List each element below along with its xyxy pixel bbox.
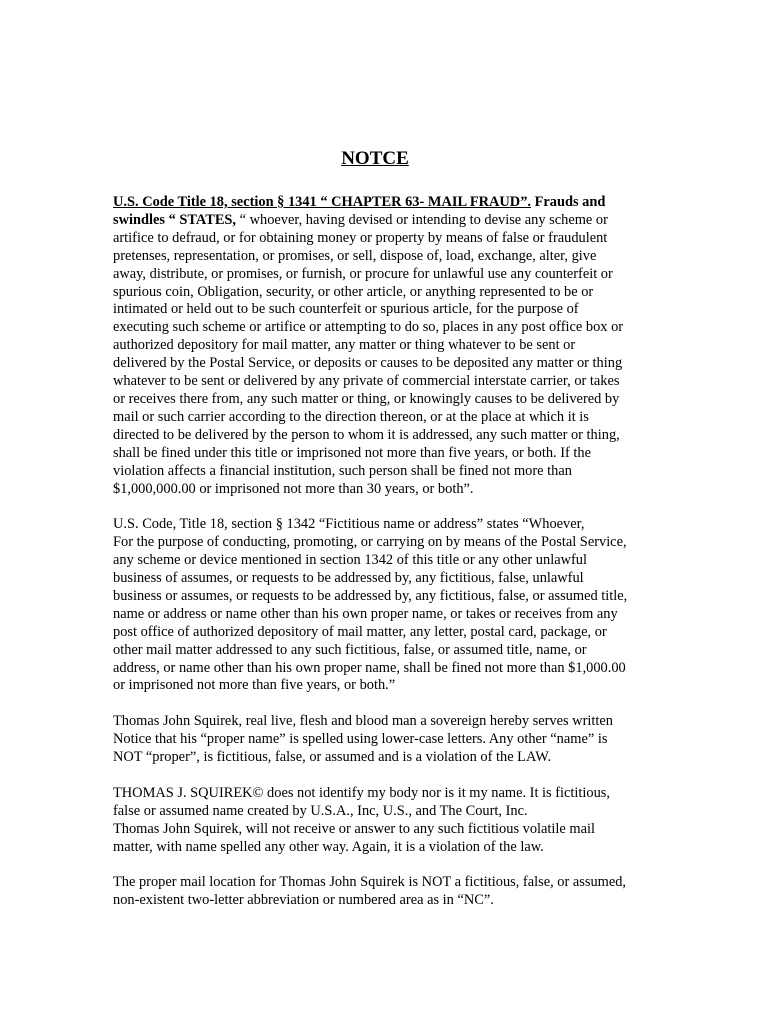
- paragraph-line: intimated or held out to be such counterfeit or spurious article, for the purpose of: [113, 301, 579, 318]
- paragraph-proper-name-notice: [113, 713, 661, 767]
- document-title: NOTCE: [341, 148, 409, 169]
- paragraph-line: business of assumes, or requests to be addressed by, any fictitious, false, unlawful: [113, 570, 584, 587]
- paragraph-line: [113, 194, 661, 212]
- paragraph-line: or receives there from, any such matter or thing, or knowingly causes to be delivered by: [113, 390, 620, 407]
- paragraph-line: non-existent two-letter abbreviation or numbered area as in “NC”.: [113, 892, 494, 909]
- paragraph-line: spurious coin, Obligation, security, or other article, or anything represented to be or: [113, 283, 594, 300]
- paragraph-line: THOMAS J. SQUIREK© does not identify my body nor is it my name. It is fictitious,: [113, 784, 610, 801]
- paragraph-line: Notice that his “proper name” is spelled using lower-case letters. Any other “name” is: [113, 731, 608, 748]
- document-body: [113, 194, 661, 928]
- paragraph-line: false or assumed name created by U.S.A., Inc, U.S., and The Court, Inc.: [113, 802, 528, 819]
- paragraph-line: whatever to be sent or delivered by any private of commercial interstate carrier, or takes: [113, 373, 620, 390]
- paragraph-line: artifice to defraud, or for obtaining money or property by means of false or fraudulent: [113, 229, 608, 246]
- paragraph-line: delivered by the Postal Service, or deposits or causes to be deposited any matter or thing: [113, 355, 623, 372]
- paragraph-line: authorized depository for mail matter, any matter or thing whatever to be sent or: [113, 337, 576, 354]
- paragraph-line: $1,000,000.00 or imprisoned not more than 30 years, or both”.: [113, 480, 474, 497]
- paragraph-line: pretenses, representation, or promises, or sell, dispose of, load, exchange, alter, give: [113, 247, 597, 264]
- line-text: “ whoever, having devised or intending to devise any scheme or: [236, 211, 608, 228]
- paragraph-line: other mail matter addressed to any such fictitious, false, or assumed title, name, or: [113, 641, 587, 658]
- paragraph-line: Thomas John Squirek, will not receive or answer to any such fictitious volatile mail: [113, 820, 595, 837]
- heading-continuation: Frauds and: [531, 194, 606, 210]
- paragraph-fictitious-name: [113, 516, 661, 695]
- paragraph-mail-location: [113, 874, 661, 910]
- paragraph-line: address, or name other than his own proper name, shall be fined not more than $1,000.00: [113, 659, 626, 676]
- paragraph-line: The proper mail location for Thomas John Squirek is NOT a fictitious, false, or assumed,: [113, 874, 627, 891]
- paragraph-mail-fraud: [113, 194, 661, 498]
- paragraph-line: post office of authorized depository of mail matter, any letter, postal card, package, or: [113, 623, 607, 640]
- paragraph-line: NOT “proper”, is fictitious, false, or assumed and is a violation of the LAW.: [113, 749, 552, 766]
- paragraph-line: directed to be delivered by the person to whom it is addressed, any such matter or thing,: [113, 426, 620, 443]
- paragraph-line: any scheme or device mentioned in section 1342 of this title or any other unlawful: [113, 552, 587, 569]
- paragraph-line: violation affects a financial institution, such person shall be fined not more than: [113, 462, 572, 479]
- paragraph-line: U.S. Code, Title 18, section § 1342 “Fictitious name or address” states “Whoever,: [113, 516, 585, 533]
- paragraph-line: or imprisoned not more than five years, or both.”: [113, 677, 396, 694]
- paragraph-line: business or assumes, or requests to be addressed by, any fictitious, false, or assumed title,: [113, 587, 628, 604]
- paragraph-line: away, distribute, or promises, or furnish, or procure for unlawful use any counterfeit or: [113, 265, 613, 282]
- section-1341-heading: U.S. Code Title 18, section § 1341 “ CHAPTER 63- MAIL FRAUD”.: [113, 194, 531, 210]
- heading-states: swindles “ STATES,: [113, 211, 237, 228]
- paragraph-line: mail or such carrier according to the direction thereon, or at the place at which it is: [113, 408, 589, 425]
- paragraph-line: executing such scheme or artifice or attempting to do so, places in any post office box or: [113, 319, 624, 336]
- paragraph-line: shall be fined under this title or imprisoned not more than five years, or both. If the: [113, 444, 591, 461]
- paragraph-line: For the purpose of conducting, promoting, or carrying on by means of the Postal Service,: [113, 534, 627, 551]
- paragraph-line: [113, 212, 661, 230]
- paragraph-line: matter, with name spelled any other way. Again, it is a violation of the law.: [113, 838, 544, 855]
- paragraph-name-identification: [113, 785, 661, 857]
- paragraph-line: Thomas John Squirek, real live, flesh and blood man a sovereign hereby serves written: [113, 713, 613, 730]
- paragraph-line: name or address or name other than his own proper name, or takes or receives from any: [113, 605, 618, 622]
